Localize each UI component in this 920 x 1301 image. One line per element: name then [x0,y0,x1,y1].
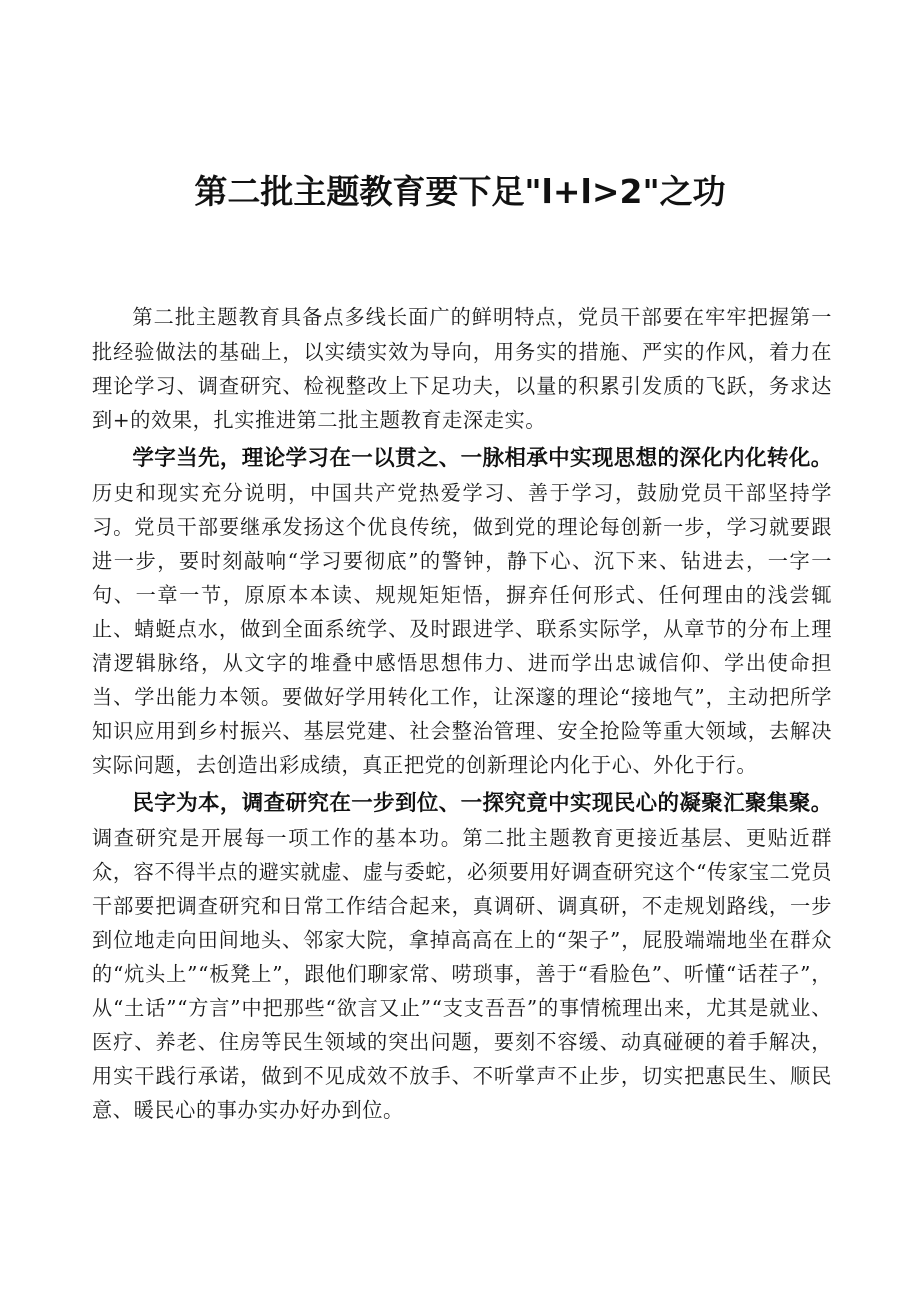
paragraph-lead: 学字当先，理论学习在一以贯之、一脉相承中实现思想的深化内化转化。 [132,446,832,471]
paragraph-text: 历史和现实充分说明，中国共产党热爱学习、善于学习，鼓励党员干部坚持学习。党员干部要继承发扬这个优良传统，做到党的理论每创新一步，学习就要跟进一步，要时刻敲响“学习要彻底”的警钟，静下心、沉下来、钻进去，一字一句、一章一节，原原本本读、规规矩矩悟，摒弃任何形式、任何理由的浅尝辄止、蜻蜓点水，做到全面系统学、及时跟进学、联系实际学，从章节的分布上理清逻辑脉络，从文字的堆叠中感悟思想伟力、进而学出忠诚信仰、学出使命担当、学出能力本领。要做好学用转化工作，让深邃的理论“接地气”，主动把所学知识应用到乡村振兴、基层党建、社会整治管理、安全抢险等重大领域，去解决实际问题，去创造出彩成绩，真正把党的创新理论内化于心、外化于行。 [92,481,832,777]
paragraph-lead: 民字为本，调查研究在一步到位、一探究竟中实现民心的凝聚汇聚集聚。 [132,791,832,816]
paragraph-text: 调查研究是开展每一项工作的基本功。第二批主题教育更接近基层、更贴近群众，容不得半点的避实就虚、虚与委蛇，必须要用好调查研究这个“传家宝二党员干部要把调查研究和日常工作结合起来，真调研、调真研，不走规划路线，一步到位地走向田间地头、邻家大院，拿掉高高在上的“架子”，屁股端端地坐在群众的“炕头上”“板凳上”，跟他们聊家常、唠琐事，善于“看脸色”、听懂“话茬子”，从“土话”“方言”中把那些“欲言又止”“支支吾吾”的事情梳理出来，尤其是就业、医疗、养老、住房等民生领域的突出问题，要刻不容缓、动真碰硬的着手解决，用实干践行承诺，做到不见成效不放手、不听掌声不止步，切实把惠民生、顺民意、暖民心的事办实办好办到位。 [92,826,832,1122]
paragraph-intro [92,300,832,437]
paragraph-theory-study [92,441,832,782]
document-body [92,300,832,1127]
paragraph-investigation-research [92,786,832,1127]
document-title: 第二批主题教育要下足"l+l>2"之功 [194,172,726,211]
paragraph-text: 第二批主题教育具备点多线长面广的鲜明特点，党员干部要在牢牢把握第一批经验做法的基础上，以实绩实效为导向，用务实的措施、严实的作风，着力在理论学习、调查研究、检视整改上下足功夫，以量的积累引发质的飞跃，务求达到+的效果，扎实推进第二批主题教育走深走实。 [92,305,832,432]
